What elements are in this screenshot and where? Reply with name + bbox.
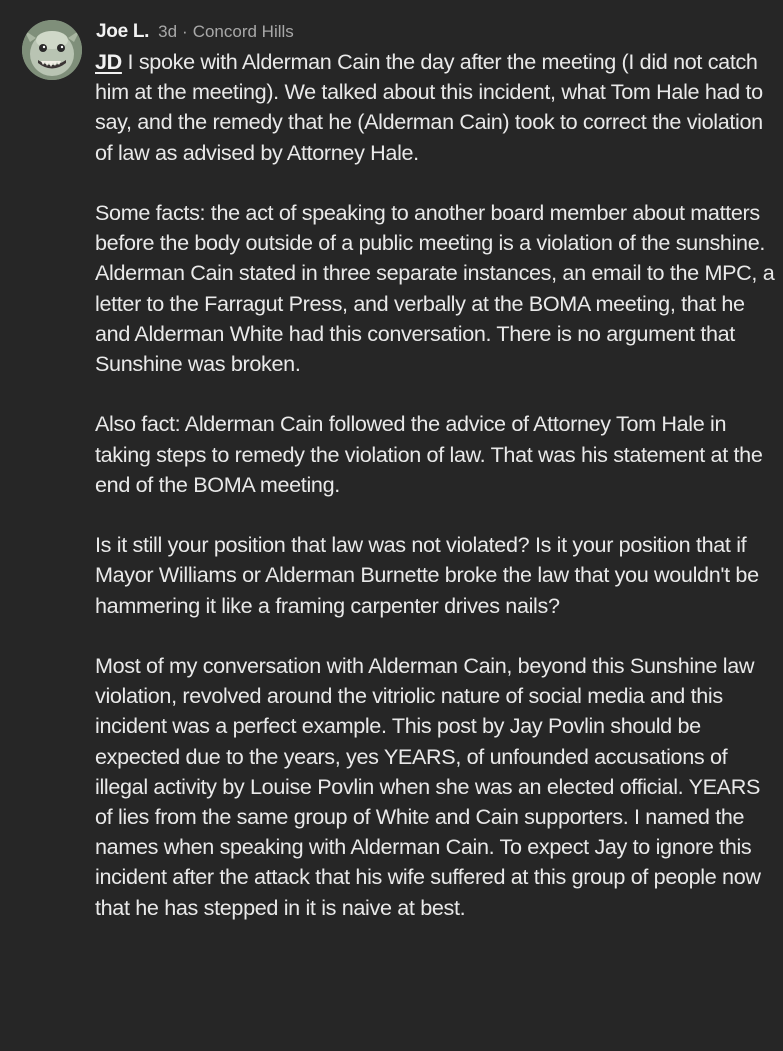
- neighborhood-link[interactable]: Concord Hills: [192, 22, 294, 41]
- comment-header: [96, 19, 294, 45]
- comment-paragraph-1: [95, 47, 777, 168]
- monster-avatar-icon: [22, 20, 82, 80]
- comment-paragraph-4: Is it still your position that law was not violated? Is it your position that if Mayor Williams or Alderman Burnette broke the law that you wouldn't be hammering it like a framing carpenter drives nails?: [95, 532, 759, 618]
- author-name[interactable]: Joe L.: [96, 21, 150, 42]
- comment-meta: [158, 19, 294, 45]
- comment-body: [95, 47, 777, 923]
- meta-separator: ·: [182, 22, 188, 41]
- timestamp: 3d: [158, 22, 178, 41]
- comment-paragraph-5: Most of my conversation with Alderman Cain, beyond this Sunshine law violation, revolved around the vitriolic nature of social media and this incident was a perfect example. This post by Jay Povlin should be expected due to the years, yes YEARS, of unfounded accusations of illegal activity by Louise Povlin when she was an elected official. YEARS of lies from the same group of White and Cain supporters. I named the names when speaking with Alderman Cain. To expect Jay to ignore this incident after the attack that his wife suffered at this group of people now that he has stepped in it is naive at best.: [95, 653, 761, 920]
- comment-paragraph-2: Some facts: the act of speaking to another board member about matters before the body outside of a public meeting is a violation of the sunshine. Alderman Cain stated in three separate instances, an email to the MPC, a letter to the Farragut Press, and verbally at the BOMA meeting, that he and Alderman White had this conversation. There is no argument that Sunshine was broken.: [95, 200, 775, 377]
- comment-paragraph-3: Also fact: Alderman Cain followed the advice of Attorney Tom Hale in taking steps to remedy the violation of law. That was his statement at the end of the BOMA meeting.: [95, 411, 763, 497]
- mention-link[interactable]: JD: [95, 49, 122, 74]
- avatar[interactable]: [22, 20, 82, 80]
- paragraph-text: I spoke with Alderman Cain the day after the meeting (I did not catch him at the meeting). We talked about this incident, what Tom Hale had to say, and the remedy that he (Alderman Cain) took to correct the violation of law as advised by Attorney Hale.: [95, 49, 763, 165]
